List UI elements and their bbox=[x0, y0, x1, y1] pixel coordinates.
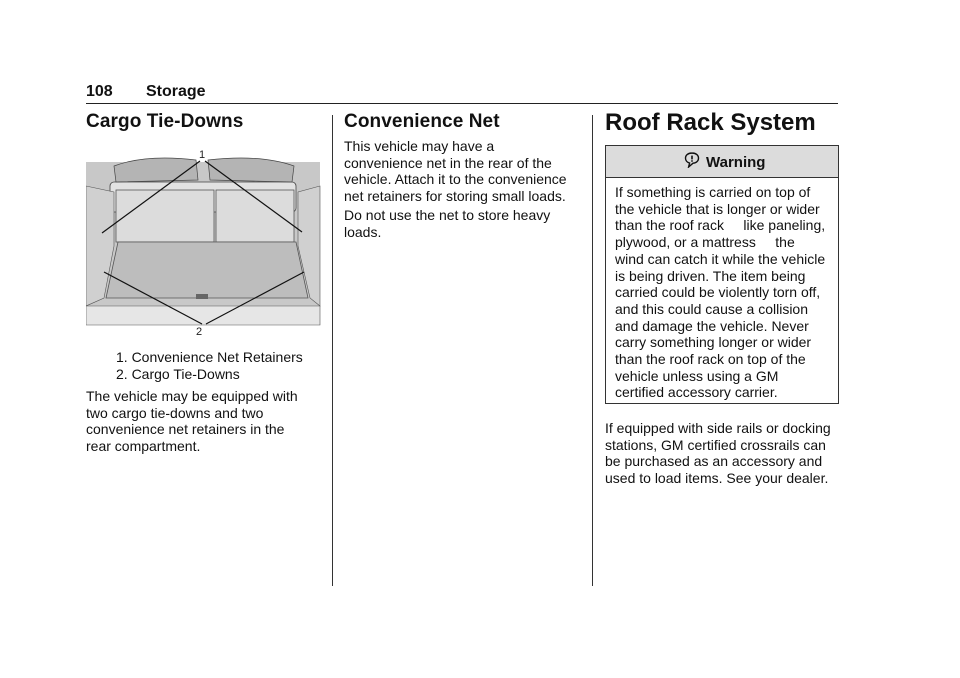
warning-line: If something is carried on top of bbox=[615, 184, 811, 200]
convenience-net-heading: Convenience Net bbox=[344, 111, 500, 132]
cargo-area-illustration bbox=[86, 146, 322, 336]
warning-line: vehicle unless using a GM bbox=[615, 367, 779, 384]
warning-line: the vehicle that is longer or wider bbox=[615, 200, 820, 217]
body-line: be purchased as an accessory and bbox=[605, 453, 823, 470]
warning-line: is being driven. The item being bbox=[615, 267, 806, 284]
section-title: Storage bbox=[146, 83, 206, 100]
header-rule bbox=[86, 103, 838, 104]
page-number: 108 bbox=[86, 83, 113, 100]
warning-header bbox=[606, 146, 838, 178]
warning-box bbox=[605, 145, 839, 404]
body-line: rear compartment. bbox=[86, 437, 201, 454]
roof-rack-heading: Roof Rack System bbox=[605, 109, 816, 136]
body-line: used to load items. See your dealer. bbox=[605, 469, 829, 486]
column-divider-2 bbox=[592, 115, 593, 586]
body-line: vehicle. Attach it to the convenience bbox=[344, 171, 567, 188]
body-line: This vehicle may have a bbox=[344, 138, 495, 154]
convenience-net-section bbox=[344, 111, 580, 133]
callout-label-1: 1 bbox=[199, 149, 206, 161]
warning-line: wind can catch it while the vehicle bbox=[615, 250, 826, 267]
body-line: convenience net in the rear of the bbox=[344, 154, 552, 171]
warning-line: plywood, or a mattress the bbox=[615, 234, 795, 251]
warning-line: and this could cause a collision bbox=[615, 300, 809, 317]
warning-line: than the roof rack on top of the bbox=[615, 351, 806, 368]
warning-body bbox=[606, 178, 838, 401]
roof-rack-section bbox=[605, 109, 839, 137]
body-line: Do not use the net to store heavy bbox=[344, 207, 551, 223]
body-line: stations, GM certified crossrails can bbox=[605, 436, 826, 453]
body-line: If equipped with side rails or docking bbox=[605, 420, 831, 436]
warning-icon bbox=[684, 152, 700, 168]
body-line: two cargo tie-downs and two bbox=[86, 404, 264, 421]
convenience-net-para-1 bbox=[344, 138, 580, 204]
body-line: The vehicle may be equipped with bbox=[86, 388, 298, 404]
callout-label-2: 2 bbox=[196, 326, 203, 336]
body-line: net retainers for storing small loads. bbox=[344, 187, 566, 204]
cargo-tie-downs-heading: Cargo Tie-Downs bbox=[86, 111, 244, 132]
body-line: convenience net retainers in the bbox=[86, 421, 285, 438]
column-divider-1 bbox=[332, 115, 333, 586]
cargo-tie-downs-section bbox=[86, 111, 322, 133]
caption-1: 1. Convenience Net Retainers bbox=[116, 349, 303, 365]
convenience-net-para-2 bbox=[344, 207, 580, 240]
warning-line: certified accessory carrier. bbox=[615, 384, 778, 401]
caption-2: 2. Cargo Tie-Downs bbox=[116, 366, 240, 382]
warning-line: carried could be violently torn off, bbox=[615, 284, 821, 301]
warning-title: Warning bbox=[706, 154, 766, 171]
warning-line: and damage the vehicle. Never bbox=[615, 317, 809, 334]
body-line: loads. bbox=[344, 223, 382, 240]
warning-line: carry something longer or wider bbox=[615, 334, 812, 351]
roof-rack-body bbox=[605, 420, 839, 486]
warning-line: than the roof rack like paneling, bbox=[615, 217, 826, 234]
page-header bbox=[86, 83, 838, 103]
cargo-tie-downs-body bbox=[86, 388, 322, 454]
